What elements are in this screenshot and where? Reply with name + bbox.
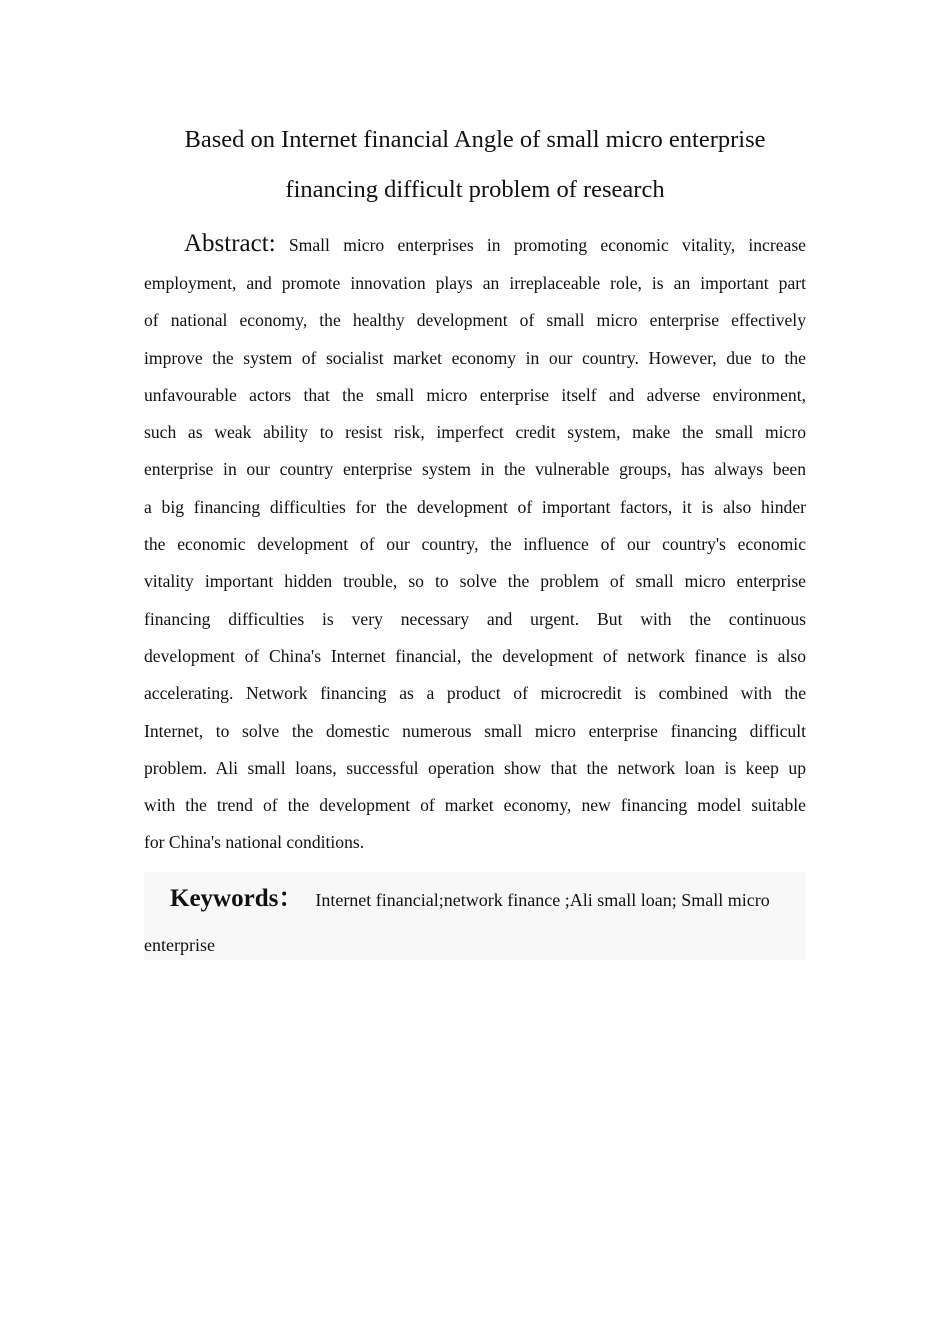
abstract-line: financing difficulties is very necessary and urgent. But with the continuous	[144, 608, 806, 629]
title-line-2: financing difficult problem of research	[285, 176, 665, 203]
abstract-line: development of China's Internet financial, the development of network finance is also	[144, 645, 806, 666]
keywords-section	[144, 872, 806, 960]
abstract-line: for China's national conditions.	[144, 832, 365, 853]
abstract-line: vitality important hidden trouble, so to solve the problem of small micro enterprise	[144, 571, 806, 592]
abstract-label: Abstract:	[184, 230, 276, 257]
abstract-line: problem. Ali small loans, successful operation show that the network loan is keep up	[144, 757, 806, 778]
abstract-paragraph	[144, 223, 806, 862]
abstract-line: accelerating. Network financing as a product of microcredit is combined with the	[144, 683, 806, 704]
abstract-line: employment, and promote innovation plays an irreplaceable role, is an important part	[144, 273, 806, 293]
abstract-line: such as weak ability to resist risk, imperfect credit system, make the small micro	[144, 422, 806, 443]
abstract-line: a big financing difficulties for the development of important factors, it is also hinder	[144, 496, 806, 517]
keywords-text: Internet financial;network finance ;Ali small loan; Small micro	[315, 890, 770, 910]
abstract-line: Internet, to solve the domestic numerous small micro enterprise financing difficult	[144, 720, 806, 741]
abstract-line: with the trend of the development of market economy, new financing model suitable	[144, 795, 806, 816]
abstract-line: unfavourable actors that the small micro enterprise itself and adverse environment,	[144, 384, 806, 405]
abstract-line-text: Small micro enterprises in promoting economic vitality, increase	[288, 235, 806, 255]
keywords-line-2: enterprise	[144, 935, 215, 955]
keywords-line-1	[170, 882, 770, 917]
abstract-line: the economic development of our country, the influence of our country's economic	[144, 534, 806, 555]
abstract-line: of national economy, the healthy development of small micro enterprise effectively	[144, 310, 806, 331]
abstract-line	[144, 223, 806, 265]
keywords-label: Keywords：	[170, 885, 304, 912]
abstract-line: improve the system of socialist market economy in our country. However, due to the	[144, 347, 806, 368]
abstract-line: enterprise in our country enterprise system in the vulnerable groups, has always been	[144, 459, 806, 480]
title-line-1: Based on Internet financial Angle of small micro enterprise	[184, 126, 766, 153]
